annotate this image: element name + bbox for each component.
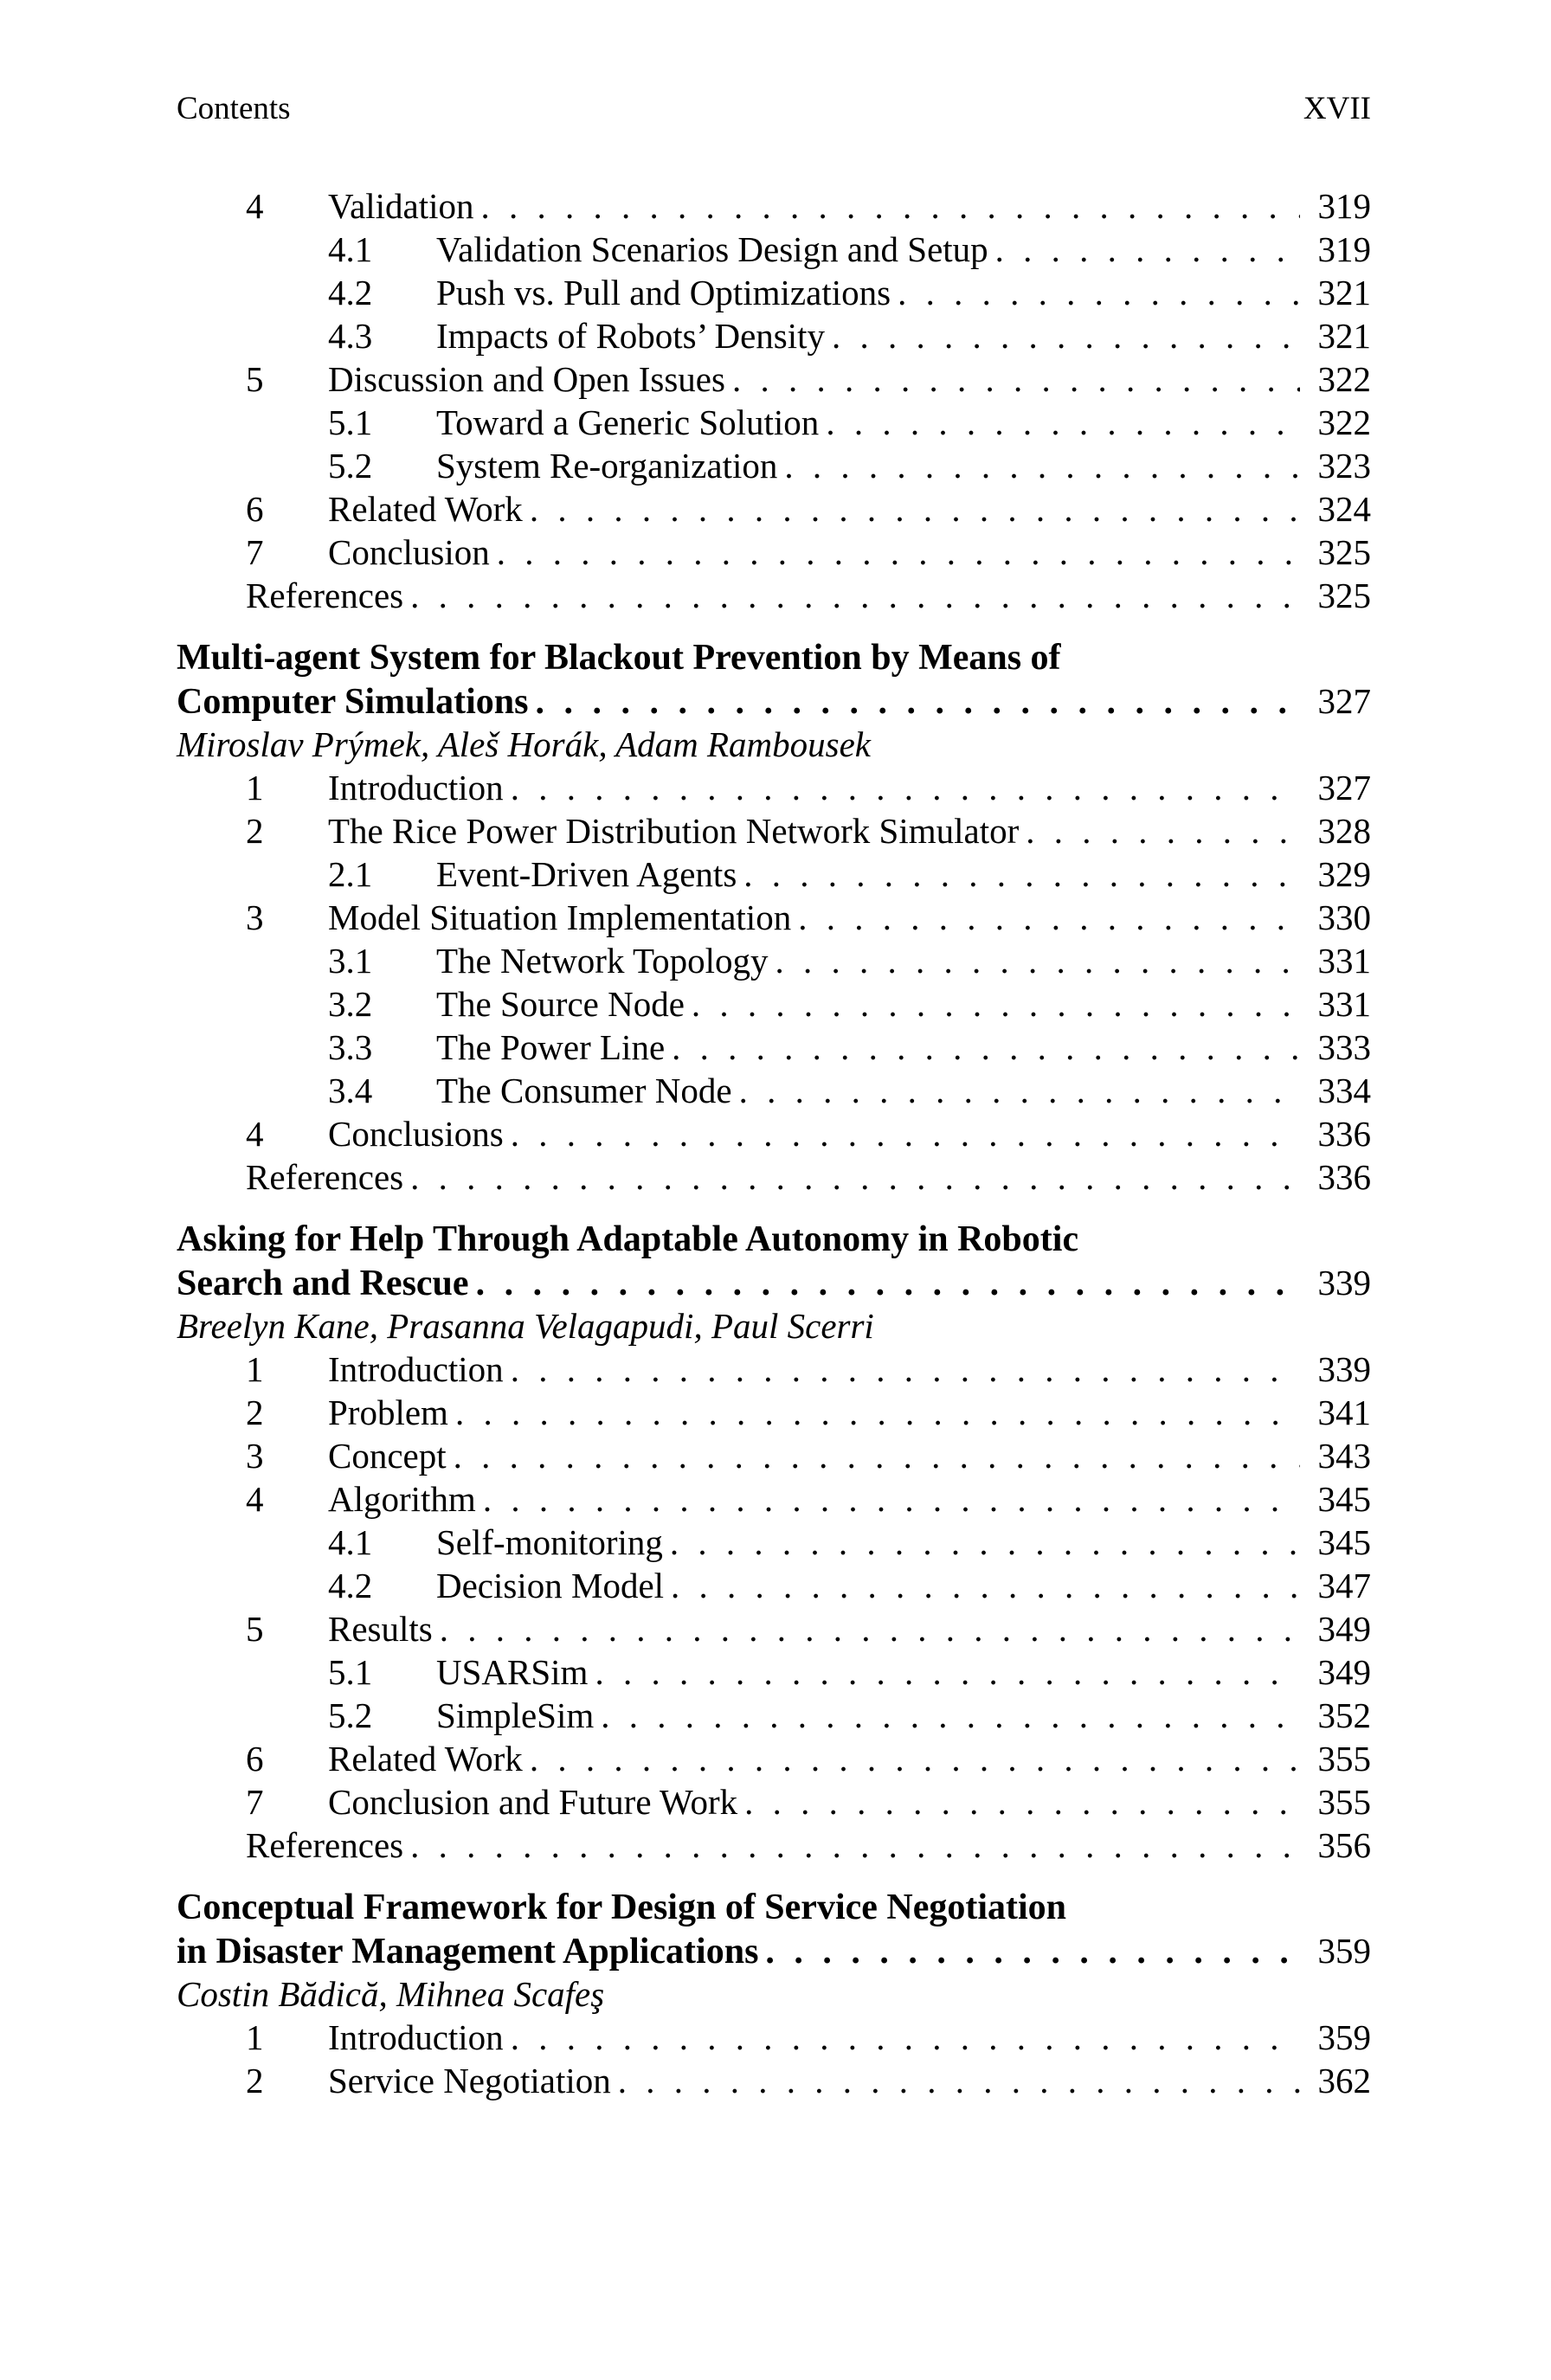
entry-title: The Network Topology [436, 941, 769, 981]
entry-leader [246, 1155, 1371, 1199]
entry-title: Introduction [328, 2017, 504, 2057]
toc-entry [177, 1348, 1371, 1391]
entry-page: 341 [1317, 1393, 1371, 1432]
toc-entry [177, 444, 1371, 487]
entry-leader [436, 1026, 1371, 1069]
dot-leader [776, 939, 1300, 982]
entry-title: USARSim [436, 1652, 589, 1692]
entry-title: Validation [328, 186, 474, 226]
entry-number: 3.3 [328, 1027, 373, 1067]
entry-number: 2 [246, 811, 264, 851]
entry-leader [328, 1607, 1371, 1650]
toc-entry [177, 1434, 1371, 1477]
dot-leader [511, 2016, 1300, 2059]
entry-title: Push vs. Pull and Optimizations [436, 273, 891, 312]
dot-leader [535, 680, 1300, 724]
entry-page: 325 [1317, 532, 1371, 572]
chapter-page: 327 [1317, 681, 1371, 721]
entry-number: 7 [246, 532, 264, 572]
entry-leader [436, 939, 1371, 982]
chapter-block [177, 617, 1371, 1199]
toc-entry [177, 766, 1371, 809]
toc-entry [177, 1521, 1371, 1564]
entry-title: The Rice Power Distribution Network Simulator [328, 811, 1020, 851]
toc-entry [177, 809, 1371, 852]
toc-entry [177, 357, 1371, 401]
entry-leader [328, 1780, 1371, 1824]
toc-entry [177, 1155, 1371, 1199]
dot-leader [995, 228, 1300, 271]
entry-title: Conclusion and Future Work [328, 1782, 738, 1822]
dot-leader [455, 1391, 1300, 1434]
entry-page: 322 [1317, 402, 1371, 442]
entry-leader [246, 574, 1371, 617]
entry-title: Conclusions [328, 1114, 504, 1154]
entry-title: Toward a Generic Solution [436, 402, 820, 442]
entry-number: 5 [246, 1609, 264, 1649]
entry-title: Algorithm [328, 1479, 476, 1519]
entry-page: 319 [1317, 229, 1371, 269]
dot-leader [601, 1694, 1300, 1737]
dot-leader [483, 1477, 1300, 1521]
entry-page: 362 [1317, 2061, 1371, 2100]
entry-leader [328, 1391, 1371, 1434]
toc-entry [177, 1112, 1371, 1155]
page-number: XVII [1303, 91, 1371, 126]
entry-page: 355 [1317, 1782, 1371, 1822]
toc-entry [177, 1780, 1371, 1824]
entry-number: 2.1 [328, 854, 373, 894]
toc-entry [177, 939, 1371, 982]
chapter-block [177, 1867, 1371, 2102]
dot-leader [732, 357, 1300, 401]
entry-number: 4.2 [328, 1566, 373, 1605]
chapter-page: 339 [1317, 1263, 1371, 1303]
toc-entry [177, 1564, 1371, 1607]
entry-title: Related Work [328, 489, 523, 529]
entry-page: 355 [1317, 1739, 1371, 1779]
entry-number: 4.1 [328, 229, 373, 269]
dot-leader [476, 1262, 1300, 1305]
entry-page: 330 [1317, 897, 1371, 937]
entry-page: 324 [1317, 489, 1371, 529]
entry-title: Concept [328, 1436, 447, 1476]
entry-page: 336 [1317, 1114, 1371, 1154]
dot-leader [511, 1112, 1300, 1155]
dot-leader [410, 1155, 1300, 1199]
toc-entry [177, 1694, 1371, 1737]
chapter-spacer [177, 617, 1371, 636]
entry-leader [436, 1564, 1371, 1607]
toc-entry [177, 531, 1371, 574]
entry-page: 359 [1317, 2017, 1371, 2057]
dot-leader [410, 1824, 1300, 1867]
entry-page: 356 [1317, 1825, 1371, 1865]
entry-leader [328, 1434, 1371, 1477]
chapter-authors: Costin Bădică, Mihnea Scafeş [177, 1974, 605, 2014]
entry-leader [328, 184, 1371, 228]
entry-number: 1 [246, 768, 264, 807]
entry-title: Discussion and Open Issues [328, 359, 725, 399]
entry-number: 3 [246, 897, 264, 937]
entry-page: 352 [1317, 1695, 1371, 1735]
entry-number: 7 [246, 1782, 264, 1822]
running-head: Contents [177, 91, 291, 126]
entry-title: The Consumer Node [436, 1071, 732, 1110]
entry-number: 2 [246, 2061, 264, 2100]
dot-leader [672, 1026, 1300, 1069]
entry-number: 5 [246, 359, 264, 399]
toc-entry [177, 271, 1371, 314]
entry-page: 343 [1317, 1436, 1371, 1476]
dot-leader [692, 982, 1300, 1026]
entry-leader [328, 809, 1371, 852]
entry-page: 349 [1317, 1652, 1371, 1692]
chapter-leader [177, 1929, 1371, 1973]
chapter-authors: Breelyn Kane, Prasanna Velagapudi, Paul Scerri [177, 1306, 874, 1346]
entry-leader [436, 314, 1371, 357]
entry-title: Results [328, 1609, 433, 1649]
entry-number: 4.3 [328, 316, 373, 356]
entry-page: 349 [1317, 1609, 1371, 1649]
entry-leader [328, 2059, 1371, 2102]
toc-entry [177, 2059, 1371, 2102]
entry-title: Self-monitoring [436, 1522, 663, 1562]
entry-leader [328, 357, 1371, 401]
entry-number: 4 [246, 1114, 264, 1154]
entry-leader [328, 1112, 1371, 1155]
entry-number: 2 [246, 1393, 264, 1432]
entry-title: Introduction [328, 1349, 504, 1389]
dot-leader [784, 444, 1300, 487]
entry-leader [328, 2016, 1371, 2059]
chapter-block [177, 1199, 1371, 1867]
entry-number: 5.2 [328, 1695, 373, 1735]
entry-title: The Power Line [436, 1027, 666, 1067]
chapter-title: Multi-agent System for Blackout Prevention by Means of [177, 638, 1061, 678]
entry-title: The Source Node [436, 984, 685, 1024]
entry-title: Introduction [328, 768, 504, 807]
chapter-title-cont: Computer Simulations [177, 682, 529, 722]
toc-entry [177, 184, 1371, 228]
entry-page: 329 [1317, 854, 1371, 894]
entry-page: 323 [1317, 446, 1371, 486]
dot-leader [454, 1434, 1300, 1477]
dot-leader [511, 1348, 1300, 1391]
entry-leader [436, 1521, 1371, 1564]
chapter-leader [177, 679, 1371, 724]
entry-title: Service Negotiation [328, 2061, 611, 2100]
toc-entry [177, 574, 1371, 617]
entry-title: SimpleSim [436, 1695, 595, 1735]
entry-page: 345 [1317, 1522, 1371, 1562]
entry-page: 321 [1317, 273, 1371, 312]
entry-page: 331 [1317, 941, 1371, 981]
entry-number: 6 [246, 1739, 264, 1779]
dot-leader [765, 1930, 1300, 1973]
entry-page: 325 [1317, 576, 1371, 615]
entry-page: 347 [1317, 1566, 1371, 1605]
toc-entry [177, 852, 1371, 896]
entry-number: 3.2 [328, 984, 373, 1024]
entry-title: Impacts of Robots’ Density [436, 316, 826, 356]
entry-page: 322 [1317, 359, 1371, 399]
entry-number: 1 [246, 1349, 264, 1389]
page-header [177, 90, 1371, 133]
toc-entry [177, 1069, 1371, 1112]
entry-number: 4 [246, 1479, 264, 1519]
entry-number: 4 [246, 186, 264, 226]
dot-leader [743, 852, 1300, 896]
dot-leader [671, 1564, 1300, 1607]
entry-page: 339 [1317, 1349, 1371, 1389]
dot-leader [481, 184, 1300, 228]
entry-number: 5.1 [328, 402, 373, 442]
entry-leader [436, 852, 1371, 896]
entry-title: System Re-organization [436, 446, 778, 486]
toc-entry [177, 1026, 1371, 1069]
entry-page: 334 [1317, 1071, 1371, 1110]
entry-leader [436, 1694, 1371, 1737]
chapters [177, 617, 1371, 2102]
entry-title: Validation Scenarios Design and Setup [436, 229, 988, 269]
toc-entry [177, 2016, 1371, 2059]
toc-entry [177, 1391, 1371, 1434]
table-of-contents [177, 184, 1371, 2102]
chapter-title-cont: Search and Rescue [177, 1264, 469, 1303]
entry-leader [436, 228, 1371, 271]
dot-leader [826, 401, 1300, 444]
toc-entry [177, 228, 1371, 271]
dot-leader [744, 1780, 1300, 1824]
entry-number: 5.1 [328, 1652, 373, 1692]
entry-title: References [246, 1825, 404, 1865]
entry-leader [328, 1348, 1371, 1391]
toc-entry [177, 1477, 1371, 1521]
toc-entry [177, 487, 1371, 531]
entry-page: 319 [1317, 186, 1371, 226]
entry-number: 3 [246, 1436, 264, 1476]
chapter-spacer [177, 1867, 1371, 1886]
previous-chapter-entries [177, 184, 1371, 617]
toc-entry [177, 1650, 1371, 1694]
dot-leader [898, 271, 1300, 314]
dot-leader [832, 314, 1300, 357]
dot-leader [670, 1521, 1300, 1564]
entry-number: 3.4 [328, 1071, 373, 1110]
chapter-title-cont: in Disaster Management Applications [177, 1932, 759, 1972]
entry-leader [328, 531, 1371, 574]
chapter-title-line2 [177, 679, 1371, 723]
chapter-leader [177, 1261, 1371, 1305]
entry-leader [436, 1069, 1371, 1112]
entry-leader [328, 1477, 1371, 1521]
entry-leader [436, 444, 1371, 487]
entry-title: References [246, 1157, 404, 1197]
entry-leader [328, 766, 1371, 809]
dot-leader [798, 896, 1300, 939]
entry-number: 4.2 [328, 273, 373, 312]
entry-page: 328 [1317, 811, 1371, 851]
entry-title: Conclusion [328, 532, 490, 572]
chapter-authors: Miroslav Prýmek, Aleš Horák, Adam Rambousek [177, 724, 872, 764]
entry-number: 5.2 [328, 446, 373, 486]
dot-leader [530, 487, 1300, 531]
chapter-spacer [177, 1199, 1371, 1218]
dot-leader [440, 1607, 1300, 1650]
entry-page: 331 [1317, 984, 1371, 1024]
entry-title: Related Work [328, 1739, 523, 1779]
entry-leader [328, 487, 1371, 531]
entry-leader [328, 1737, 1371, 1780]
toc-entry [177, 1607, 1371, 1650]
entry-leader [436, 982, 1371, 1026]
dot-leader [595, 1650, 1300, 1694]
dot-leader [530, 1737, 1300, 1780]
entry-title: References [246, 576, 404, 615]
entry-leader [246, 1824, 1371, 1867]
dot-leader [739, 1069, 1300, 1112]
dot-leader [511, 766, 1300, 809]
toc-entry [177, 896, 1371, 939]
dot-leader [410, 574, 1300, 617]
entry-page: 345 [1317, 1479, 1371, 1519]
entry-leader [328, 896, 1371, 939]
entry-page: 321 [1317, 316, 1371, 356]
entry-page: 336 [1317, 1157, 1371, 1197]
entry-leader [436, 1650, 1371, 1694]
chapter-title: Conceptual Framework for Design of Service Negotiation [177, 1888, 1067, 1927]
entry-title: Event-Driven Agents [436, 854, 737, 894]
toc-entry [177, 1824, 1371, 1867]
entry-page: 327 [1317, 768, 1371, 807]
chapter-title: Asking for Help Through Adaptable Autonomy in Robotic [177, 1219, 1079, 1259]
entry-leader [436, 271, 1371, 314]
chapter-title-line2 [177, 1261, 1371, 1304]
chapter-title-line2 [177, 1929, 1371, 1972]
dot-leader [497, 531, 1300, 574]
entry-page: 333 [1317, 1027, 1371, 1067]
entry-number: 1 [246, 2017, 264, 2057]
chapter-page: 359 [1317, 1931, 1371, 1971]
toc-entry [177, 314, 1371, 357]
entry-title: Decision Model [436, 1566, 665, 1605]
toc-entry [177, 1737, 1371, 1780]
toc-entry [177, 982, 1371, 1026]
entry-leader [436, 401, 1371, 444]
toc-entry [177, 401, 1371, 444]
entry-number: 6 [246, 489, 264, 529]
entry-number: 3.1 [328, 941, 373, 981]
entry-title: Model Situation Implementation [328, 897, 792, 937]
dot-leader [1026, 809, 1300, 852]
entry-number: 4.1 [328, 1522, 373, 1562]
entry-title: Problem [328, 1393, 448, 1432]
dot-leader [618, 2059, 1300, 2102]
